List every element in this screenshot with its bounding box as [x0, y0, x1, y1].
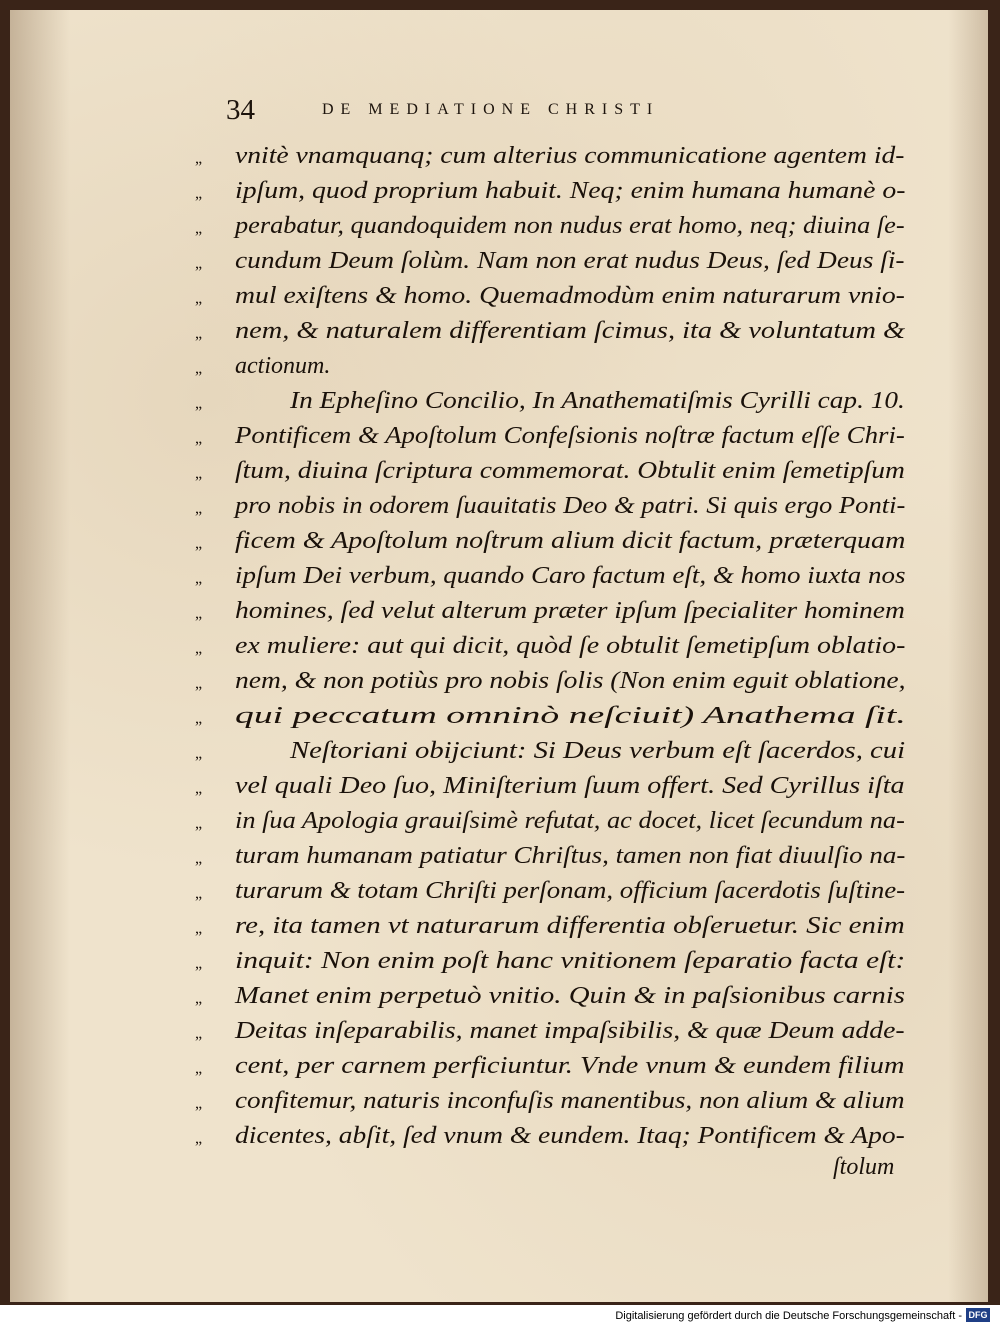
- line-text: ipſum, quod proprium habuit. Neq; enim humana humanè o-: [235, 178, 906, 204]
- text-line: [195, 174, 915, 210]
- quote-mark: „: [195, 1025, 202, 1042]
- line-text: homines, ſed velut alterum præter ipſum ſpecialiter hominem: [235, 598, 905, 624]
- text-line: [195, 524, 915, 560]
- quote-mark: „: [195, 430, 202, 447]
- text-line: [195, 909, 915, 945]
- line-text: inquit: Non enim poſt hanc vnitionem ſeparatio facta eſt:: [235, 948, 906, 974]
- text-line: [195, 279, 915, 315]
- line-text: ſtum, diuina ſcriptura commemorat. Obtulit enim ſemetipſum: [235, 458, 905, 484]
- text-line: [195, 839, 915, 875]
- quote-mark: „: [195, 710, 202, 727]
- quote-mark: „: [195, 815, 202, 832]
- quote-mark: „: [195, 570, 202, 587]
- text-line: [195, 209, 915, 245]
- line-text: qui peccatum omninò neſciuit) Anathema ſit.: [235, 703, 906, 729]
- text-line: [195, 489, 915, 525]
- quote-mark: „: [195, 850, 202, 867]
- line-text: in ſua Apologia grauiſsimè refutat, ac docet, licet ſecundum na-: [235, 808, 905, 834]
- quote-mark: „: [195, 500, 202, 517]
- line-text: re, ita tamen vt naturarum differentia obſeruetur. Sic enim: [235, 913, 905, 939]
- text-line: [195, 1119, 915, 1155]
- quote-mark: „: [195, 220, 202, 237]
- text-line: [195, 769, 915, 805]
- text-line: [195, 1084, 915, 1120]
- line-text: cent, per carnem perficiuntur. Vnde vnum & eundem filium: [235, 1053, 905, 1079]
- text-line: [195, 139, 915, 175]
- line-text: perabatur, quandoquidem non nudus erat homo, neq; diuina ſe-: [235, 213, 905, 239]
- line-text: Deitas inſeparabilis, manet impaſsibilis, & quæ Deum adde-: [235, 1018, 905, 1044]
- quote-mark: „: [195, 955, 202, 972]
- line-text: vel quali Deo ſuo, Miniſterium ſuum offert. Sed Cyrillus iſta: [235, 773, 905, 799]
- quote-mark: „: [195, 325, 202, 342]
- line-text: confitemur, naturis inconfuſis manentibus, non alium & alium: [235, 1088, 905, 1114]
- text-line: [195, 979, 915, 1015]
- digitization-credit: Digitalisierung gefördert durch die Deutsche Forschungsgemeinschaft -: [615, 1310, 962, 1322]
- text-line: [195, 454, 915, 490]
- quote-mark: „: [195, 395, 202, 412]
- text-line: [195, 944, 915, 980]
- line-text: nem, & non potiùs pro nobis ſolis (Non enim eguit oblatione,: [235, 668, 906, 694]
- line-text: ficem & Apoſtolum noſtrum alium dicit factum, præterquam: [235, 528, 906, 554]
- line-text: Manet enim perpetuò vnitio. Quin & in paſsionibus carnis: [235, 983, 905, 1009]
- text-line: [195, 594, 915, 630]
- line-text: turarum & totam Chriſti perſonam, officium ſacerdotis ſuſtine-: [235, 878, 906, 904]
- text-line: [195, 559, 915, 595]
- quote-mark: „: [195, 640, 202, 657]
- line-text: vnitè vnamquanq; cum alterius communicatione agentem id-: [235, 143, 905, 169]
- catchword: ſtolum: [833, 1154, 895, 1180]
- quote-mark: „: [195, 920, 202, 937]
- quote-mark: „: [195, 1060, 202, 1077]
- quote-mark: „: [195, 465, 202, 482]
- quote-mark: „: [195, 255, 202, 272]
- line-text: pro nobis in odorem ſuauitatis Deo & patri. Si quis ergo Ponti-: [235, 493, 906, 519]
- quote-mark: „: [195, 990, 202, 1007]
- quote-mark: „: [195, 290, 202, 307]
- text-line: [195, 699, 915, 735]
- running-title: DE MEDIATIONE CHRISTI: [322, 101, 660, 118]
- text-line: [195, 244, 915, 280]
- text-line: [195, 384, 915, 420]
- text-line: [195, 419, 915, 455]
- page-number: 34: [226, 94, 255, 126]
- line-text: cundum Deum ſolùm. Nam non erat nudus Deus, ſed Deus ſi-: [235, 248, 905, 274]
- text-line: [195, 349, 915, 385]
- text-line: [195, 874, 915, 910]
- quote-mark: „: [195, 675, 202, 692]
- quote-mark: „: [195, 1095, 202, 1112]
- line-text: Pontificem & Apoſtolum Confeſsionis noſtræ factum eſſe Chri-: [235, 423, 905, 449]
- line-text: nem, & naturalem differentiam ſcimus, ita & voluntatum &: [235, 318, 906, 344]
- text-line: [195, 1049, 915, 1085]
- line-text: actionum.: [235, 353, 331, 379]
- line-text: ex muliere: aut qui dicit, quòd ſe obtulit ſemetipſum oblatio-: [235, 633, 906, 659]
- text-line: [195, 804, 915, 840]
- quote-mark: „: [195, 745, 202, 762]
- text-line: [195, 734, 915, 770]
- quote-mark: „: [195, 535, 202, 552]
- line-text: dicentes, abſit, ſed vnum & eundem. Itaq; Pontificem & Apo-: [235, 1123, 905, 1149]
- line-text: ipſum Dei verbum, quando Caro factum eſt, & homo iuxta nos: [235, 563, 906, 589]
- line-text: In Epheſino Concilio, In Anathematiſmis Cyrilli cap. 10.: [290, 388, 905, 414]
- text-line: [195, 664, 915, 700]
- text-line: [195, 1014, 915, 1050]
- text-line: [195, 314, 915, 350]
- quote-mark: „: [195, 605, 202, 622]
- text-line: [195, 629, 915, 665]
- line-text: mul exiſtens & homo. Quemadmodùm enim naturarum vnio-: [235, 283, 905, 309]
- quote-mark: „: [195, 1130, 202, 1147]
- line-text: Neſtoriani obijciunt: Si Deus verbum eſt ſacerdos, cui: [290, 738, 906, 764]
- dfg-logo: DFG: [966, 1308, 990, 1322]
- quote-mark: „: [195, 360, 202, 377]
- quote-mark: „: [195, 780, 202, 797]
- quote-mark: „: [195, 185, 202, 202]
- quote-mark: „: [195, 885, 202, 902]
- quote-mark: „: [195, 150, 202, 167]
- line-text: turam humanam patiatur Chriſtus, tamen non fiat diuulſio na-: [235, 843, 906, 869]
